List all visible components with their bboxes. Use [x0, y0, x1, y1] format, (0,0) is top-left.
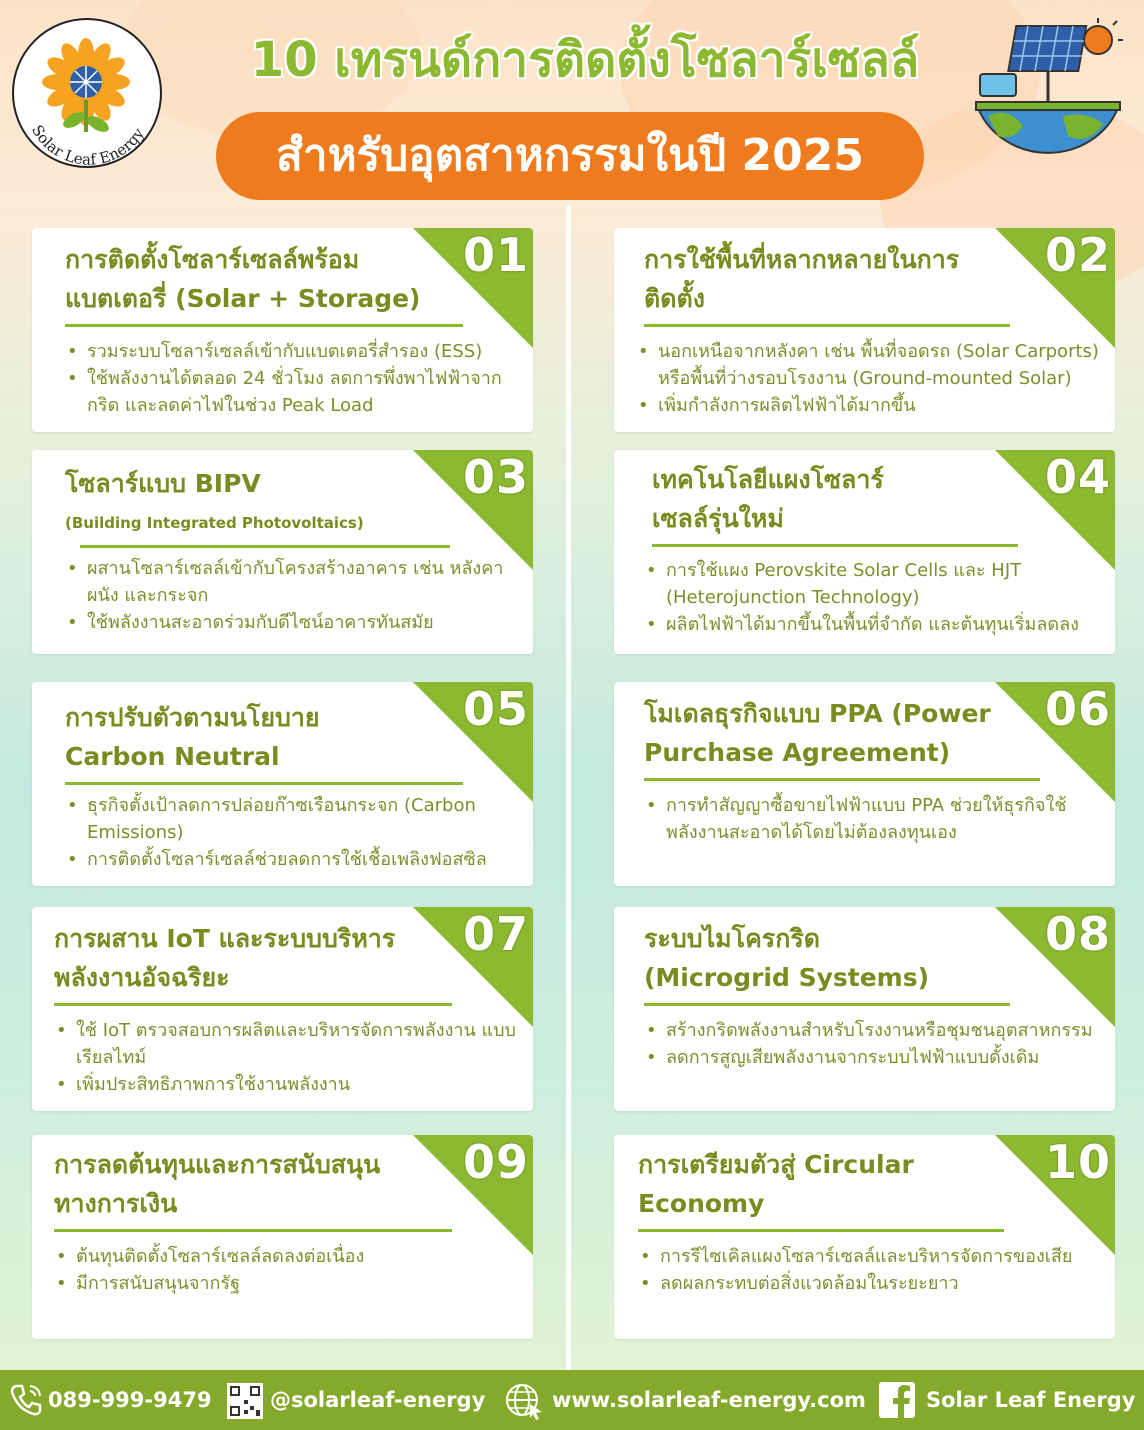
card-underline	[638, 1229, 1004, 1232]
qr-code-icon	[226, 1382, 264, 1420]
svg-text:Solar Leaf Energy	[28, 122, 148, 169]
trend-card-10	[614, 1135, 1115, 1339]
bullet-item: • สร้างกริดพลังงานสำหรับโรงงานหรือชุมชนอุตสาหกรรม	[644, 1017, 1114, 1044]
card-subtitle: (Building Integrated Photovoltaics)	[65, 514, 364, 532]
card-number: 10	[1044, 1135, 1111, 1189]
card-underline	[652, 544, 1018, 547]
trend-card-03	[32, 450, 533, 654]
line-handle[interactable]: @solarleaf-energy	[270, 1388, 486, 1412]
trend-card-09	[32, 1135, 533, 1339]
bullet-item: • เพิ่มประสิทธิภาพการใช้งานพลังงาน	[54, 1071, 524, 1098]
card-number: 08	[1044, 907, 1111, 961]
bullet-item: • ลดผลกระทบต่อสิ่งแวดล้อมในระยะยาว	[638, 1270, 1108, 1297]
trend-card-08	[614, 907, 1115, 1111]
center-divider	[566, 205, 571, 1370]
bullet-item: • ลดการสูญเสียพลังงานจากระบบไฟฟ้าแบบดั้งเดิม	[644, 1044, 1114, 1071]
trend-card-06	[614, 682, 1115, 886]
card-number: 06	[1044, 682, 1111, 736]
bullet-item: • ผลิตไฟฟ้าได้มากขึ้นในพื้นที่จำกัด และต้นทุนเริ่มลดลง	[644, 611, 1114, 638]
card-title: การผสาน IoT และระบบบริหาร พลังงานอัจฉริยะ	[54, 924, 396, 992]
bullet-item: • ใช้ IoT ตรวจสอบการผลิตและบริหารจัดการพลังงาน แบบเรียลไทม์	[54, 1017, 524, 1071]
card-underline	[65, 782, 463, 785]
bullet-item: • การใช้แผง Perovskite Solar Cells และ HJT (Heterojunction Technology)	[644, 557, 1114, 611]
card-title: การปรับตัวตามนโยบาย Carbon Neutral	[65, 703, 320, 771]
card-bullets	[65, 555, 525, 636]
bullet-item: • การรีไซเคิลแผงโซลาร์เซลล์และบริหารจัดการของเสีย	[638, 1243, 1108, 1270]
card-bullets	[65, 792, 525, 873]
globe-icon	[504, 1382, 544, 1420]
bullet-item: • ใช้พลังงานสะอาดร่วมกับดีไซน์อาคารทันสมัย	[65, 609, 525, 636]
bullet-item: • ใช้พลังงานได้ตลอด 24 ชั่วโมง ลดการพึ่งพาไฟฟ้าจาก กริด และลดค่าไฟในช่วง Peak Load	[65, 365, 525, 419]
card-number: 05	[462, 682, 529, 736]
card-underline	[644, 324, 1010, 327]
card-title: การติดตั้งโซลาร์เซลล์พร้อม แบตเตอรี่ (Solar + Storage)	[65, 245, 421, 313]
card-underline	[644, 778, 1040, 781]
card-title: การเตรียมตัวสู่ Circular Economy	[638, 1150, 914, 1218]
card-title: การลดต้นทุนและการสนับสนุน ทางการเงิน	[54, 1150, 381, 1218]
card-number: 03	[462, 450, 529, 504]
bullet-item: • ต้นทุนติดตั้งโซลาร์เซลล์ลดลงต่อเนื่อง	[54, 1243, 524, 1270]
page-title: 10 เทรนด์การติดตั้งโซลาร์เซลล์	[250, 32, 920, 88]
bullet-item: • การติดตั้งโซลาร์เซลล์ช่วยลดการใช้เชื้อเพลิงฟอสซิล	[65, 846, 525, 873]
bullet-item: • มีการสนับสนุนจากรัฐ	[54, 1270, 524, 1297]
facebook-icon	[878, 1381, 916, 1419]
card-number: 04	[1044, 450, 1111, 504]
card-number: 07	[462, 907, 529, 961]
solar-earth-icon	[968, 16, 1138, 176]
card-title: โซลาร์แบบ BIPV	[65, 469, 261, 498]
contact-footer	[0, 1370, 1144, 1430]
card-bullets	[65, 338, 525, 419]
facebook-page[interactable]: Solar Leaf Energy	[926, 1388, 1136, 1412]
logo-text: Solar Leaf Energy	[27, 121, 148, 169]
brand-logo	[12, 18, 162, 168]
card-title: การใช้พื้นที่หลากหลายในการ ติดตั้ง	[644, 245, 960, 313]
trend-card-01	[32, 228, 533, 432]
trend-card-07	[32, 907, 533, 1111]
trend-card-02	[614, 228, 1115, 432]
card-number: 01	[462, 228, 529, 282]
card-bullets	[644, 1017, 1114, 1071]
card-bullets	[644, 557, 1114, 638]
sunflower-icon	[14, 20, 164, 170]
card-underline	[65, 324, 463, 327]
bullet-item: • รวมระบบโซลาร์เซลล์เข้ากับแบตเตอรี่สำรอง (ESS)	[65, 338, 525, 365]
trend-card-05	[32, 682, 533, 886]
card-underline	[80, 545, 450, 548]
card-underline	[54, 1229, 452, 1232]
phone-icon	[8, 1382, 44, 1418]
bullet-item: • ธุรกิจตั้งเป้าลดการปล่อยก๊าซเรือนกระจก (Carbon Emissions)	[65, 792, 525, 846]
card-bullets	[636, 338, 1112, 419]
card-underline	[644, 1003, 1010, 1006]
card-title: เทคโนโลยีแผงโซลาร์ เซลล์รุ่นใหม่	[652, 465, 884, 533]
page-subtitle: สำหรับอุตสาหกรรมในปี 2025	[216, 112, 924, 200]
website-link[interactable]: www.solarleaf-energy.com	[552, 1388, 866, 1412]
bullet-item: • นอกเหนือจากหลังคา เช่น พื้นที่จอดรถ (Solar Carports) หรือพื้นที่ว่างรอบโรงงาน (Ground-mounted Solar)	[636, 338, 1112, 392]
card-title: โมเดลธุรกิจแบบ PPA (Power Purchase Agreement)	[644, 699, 991, 767]
card-bullets	[54, 1017, 524, 1098]
card-number: 09	[462, 1135, 529, 1189]
bullet-item: • การทำสัญญาซื้อขายไฟฟ้าแบบ PPA ช่วยให้ธุรกิจใช้ พลังงานสะอาดได้โดยไม่ต้องลงทุนเอง	[644, 792, 1104, 846]
card-bullets	[54, 1243, 524, 1297]
card-number: 02	[1044, 228, 1111, 282]
card-bullets	[638, 1243, 1108, 1297]
card-bullets	[644, 792, 1104, 846]
trend-card-04	[614, 450, 1115, 654]
bullet-item: • เพิ่มกำลังการผลิตไฟฟ้าได้มากขึ้น	[636, 392, 1112, 419]
card-title: ระบบไมโครกริด (Microgrid Systems)	[644, 924, 930, 992]
bullet-item: • ผสานโซลาร์เซลล์เข้ากับโครงสร้างอาคาร เช่น หลังคา ผนัง และกระจก	[65, 555, 525, 609]
phone-number[interactable]: 089-999-9479	[48, 1388, 212, 1412]
card-underline	[54, 1003, 452, 1006]
